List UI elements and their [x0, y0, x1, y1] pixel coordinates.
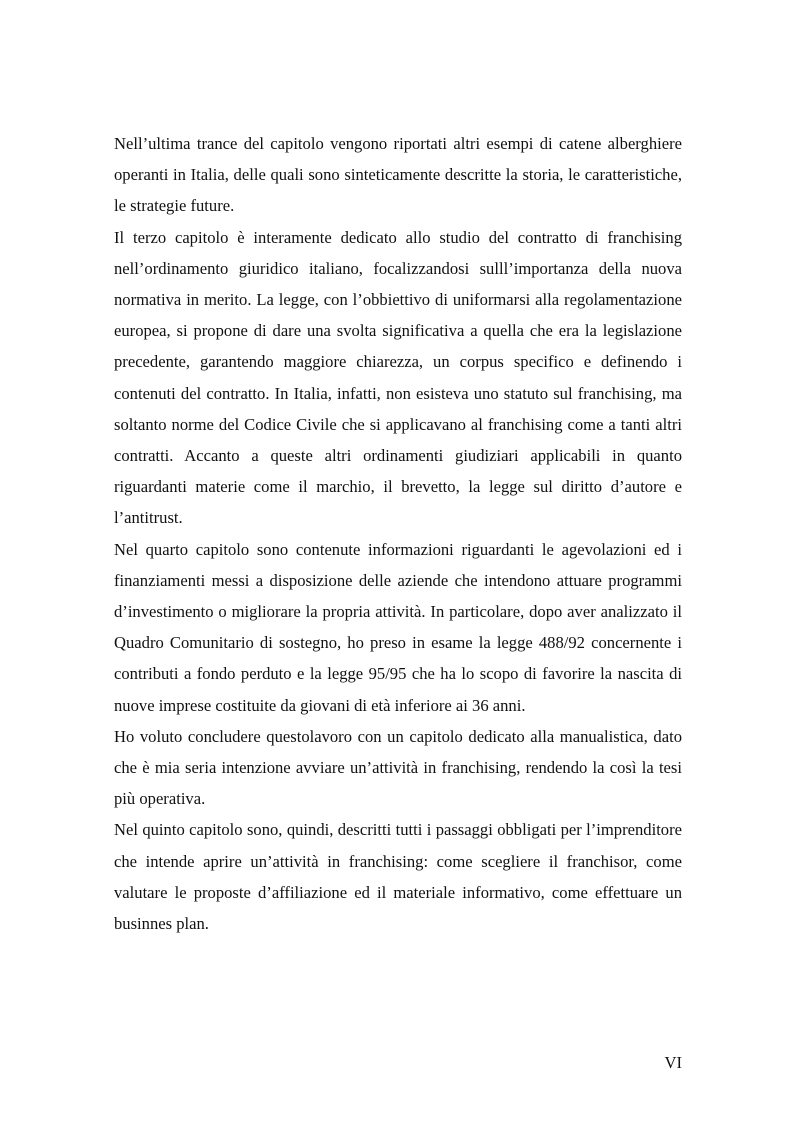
paragraph-third-chapter: Il terzo capitolo è interamente dedicato allo studio del contratto di franchising nell’ordinamento giuridico italiano, focalizzandosi sulll’importanza della nuova normativa in merito. La legge, con l’obbiettivo di uniformarsi alla regolamentazione europea, si propone di dare una svolta significativa a quella che era la legislazione precedente, garantendo maggiore chiarezza, un corpus specifico e definendo i contenuti del contratto. In Italia, infatti, non esisteva uno statuto sul franchising, ma soltanto norme del Codice Civile che si applicavano al franchising come a tanti altri contratti. Accanto a queste altri ordinamenti giudiziari applicabili in quanto riguardanti materie come il marchio, il brevetto, la legge sul diritto d’autore e l’antitrust. — [114, 227, 682, 528]
page-number: VI — [664, 1053, 682, 1072]
paragraph-hotel-chains: Nell’ultima trance del capitolo vengono riportati altri esempi di catene alberghiere operanti in Italia, delle quali sono sinteticamente descritte la storia, le caratteristiche, le strategie future. — [114, 134, 682, 216]
paragraph-conclusion: Ho voluto concludere questolavoro con un capitolo dedicato alla manualistica, dato che è mia seria intenzione avviare un’attività in franchising, rendendo la così la tesi più operativa. — [114, 726, 682, 809]
body-text — [114, 128, 682, 939]
paragraph-fourth-chapter: Nel quarto capitolo sono contenute informazioni riguardanti le agevolazioni ed i finanziamenti messi a disposizione delle aziende che intendono attuare programmi d’investimento o migliorare la propria attività. In particolare, dopo aver analizzato il Quadro Comunitario di sostegno, ho preso in esame la legge 488/92 concernente i contributi a fondo perduto e la legge 95/95 che ha lo scopo di favorire la nascita di nuove imprese costituite da giovani di età inferiore ai 36 anni. — [114, 539, 682, 715]
paragraph-fifth-chapter: Nel quinto capitolo sono, quindi, descritti tutti i passaggi obbligati per l’imprenditore che intende aprire un’attività in franchising: come scegliere il franchisor, come valutare le proposte d’affiliazione ed il materiale informativo, come effettuare un businnes plan. — [114, 820, 682, 934]
